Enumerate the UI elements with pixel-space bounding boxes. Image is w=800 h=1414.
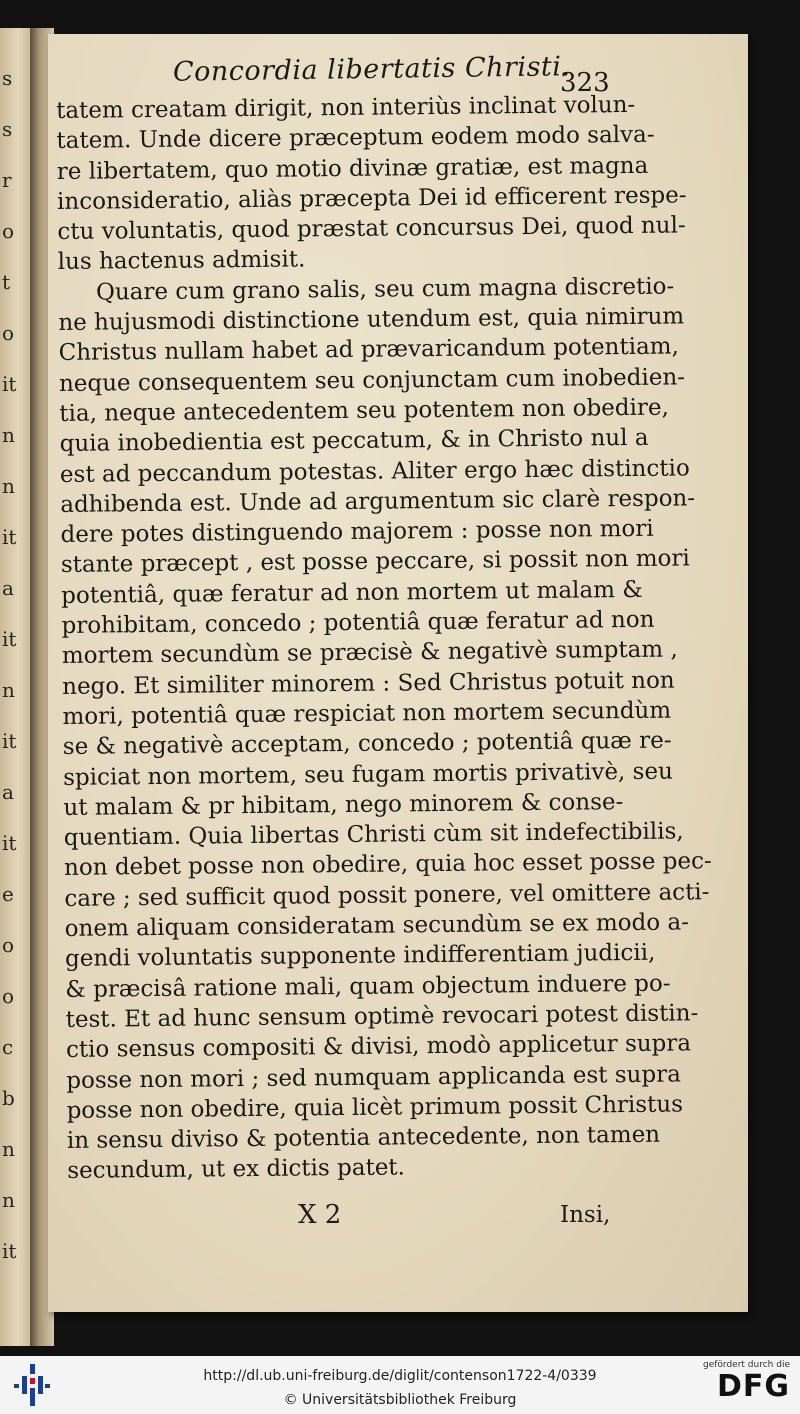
permalink-url[interactable]: http://dl.ub.uni-freiburg.de/diglit/contenson1722-4/0339	[203, 1368, 597, 1384]
text-line: in sensu diviso & potentia antecedente, non tamen	[66, 1121, 661, 1155]
facing-page-fragment: b	[2, 1086, 15, 1110]
copyright-notice: © Universitätsbibliothek Freiburg	[283, 1392, 517, 1408]
facing-page-fragment: o	[2, 984, 15, 1008]
text-line: quentiam. Quia libertas Christi cùm sit indefectibilis,	[63, 818, 684, 852]
text-line: care ; sed sufficit quod possit ponere, vel omittere acti-	[64, 878, 710, 912]
facing-page-fragment: n	[2, 678, 15, 702]
text-line: re libertatem, quo motio divinæ gratiæ, est magna	[56, 152, 649, 185]
facing-page-fragment: it	[2, 525, 17, 549]
text-line: tatem. Unde dicere præceptum eodem modo salva-	[56, 122, 655, 155]
body-text	[56, 90, 712, 1187]
text-line: inconsideratio, aliàs præcepta Dei id efficerent respe-	[56, 182, 687, 215]
facing-page-fragment: s	[2, 66, 13, 90]
facing-page-fragment: e	[2, 882, 14, 906]
text-line: ne hujusmodi distinctione utendum est, quia nimirum	[58, 303, 685, 337]
text-line: non debet posse non obedire, quia hoc esset posse pec-	[63, 848, 712, 882]
text-line: ut malam & pr hibitam, nego minorem & conse-	[63, 788, 624, 821]
dfg-logo-text: DFG	[716, 1369, 790, 1404]
text-line: posse non mori ; sed numquam applicanda est supra	[66, 1061, 681, 1094]
facing-page-fragment: t	[2, 270, 11, 294]
text-line: Christus nullam habet ad prævaricandum potentiam,	[58, 333, 680, 367]
funding-note: gefördert durch die	[703, 1360, 790, 1370]
page-number: 323	[560, 68, 610, 98]
text-line: mortem secundùm se præcisè & negativè sumptam ,	[61, 636, 678, 670]
facing-page-fragment: a	[2, 780, 14, 804]
text-line: & præcisâ ratione mali, quam objectum induere po-	[65, 970, 671, 1003]
facing-page-fragment: n	[2, 1188, 15, 1212]
text-line: gendi voluntatis supponente indifferentiam judicii,	[64, 940, 656, 973]
signature-mark: X 2	[298, 1200, 342, 1230]
text-line: tatem creatam dirigit, non interiùs inclinat volun-	[56, 91, 636, 124]
text-line: nego. Et similiter minorem : Sed Christus potuit non	[62, 667, 675, 700]
facing-page-fragment: o	[2, 933, 15, 957]
text-line: stante præcept , est posse peccare, si possit non mori	[60, 545, 690, 579]
catchword: Insi,	[560, 1202, 611, 1228]
text-line: adhibenda est. Unde ad argumentum sic clarè respon-	[60, 485, 696, 518]
text-line: lus hactenus admisit.	[57, 246, 306, 276]
text-line: est ad peccandum potestas. Aliter ergo hæc distinctio	[59, 454, 690, 488]
facing-page-fragment: a	[2, 576, 14, 600]
text-line: ctu voluntatis, quod præstat concursus Dei, quod nul-	[57, 212, 686, 246]
text-line: dere potes distinguendo majorem : posse non mori	[60, 515, 654, 549]
facing-page-fragment: it	[2, 1239, 17, 1263]
text-line: prohibitam, concedo ; potentiâ quæ feratur ad non	[61, 606, 655, 640]
facing-page-fragment: n	[2, 474, 15, 498]
facing-page-fragment: it	[2, 627, 17, 651]
text-line: potentiâ, quæ feratur ad non mortem ut malam &	[61, 576, 643, 609]
dfg-logo-icon[interactable]	[700, 1360, 790, 1410]
text-line: tia, neque antecedentem seu potentem non obedire,	[59, 394, 669, 427]
viewer-footer	[0, 1356, 800, 1414]
running-head: Concordia libertatis Christi.	[172, 51, 571, 88]
text-line: secundum, ut ex dictis patet.	[67, 1154, 406, 1185]
book-page	[48, 34, 748, 1312]
facing-page-fragment: r	[2, 168, 12, 192]
text-line: onem aliquam consideratam secundùm se ex modo a-	[64, 909, 690, 942]
text-line: quia inobedientia est peccatum, & in Christo nul a	[59, 425, 649, 458]
facing-page-fragment: it	[2, 372, 17, 396]
facing-page-fragment: c	[2, 1035, 14, 1059]
text-line: posse non obedire, quia licèt primum possit Christus	[66, 1091, 684, 1124]
facing-page-fragment: it	[2, 831, 17, 855]
text-line: test. Et ad hunc sensum optimè revocari potest distin-	[65, 1000, 699, 1033]
text-line: neque consequentem seu conjunctam cum inobedien-	[58, 364, 686, 397]
facing-page-fragment: o	[2, 219, 15, 243]
text-line: se & negativè acceptam, concedo ; potentiâ quæ re-	[62, 727, 672, 761]
facing-page-fragment: n	[2, 423, 15, 447]
facing-page-fragment: o	[2, 321, 15, 345]
text-line: ctio sensus compositi & divisi, modò applicetur supra	[65, 1030, 692, 1064]
facing-page-fragment: n	[2, 1137, 15, 1161]
facing-page-fragment: s	[2, 117, 13, 141]
text-line: Quare cum grano salis, seu cum magna discretio-	[95, 273, 675, 306]
facing-page-fragment: it	[2, 729, 17, 753]
text-line: mori, potentiâ quæ respiciat non mortem secundùm	[62, 697, 672, 730]
text-line: spiciat non mortem, seu fugam mortis privativè, seu	[63, 758, 673, 791]
